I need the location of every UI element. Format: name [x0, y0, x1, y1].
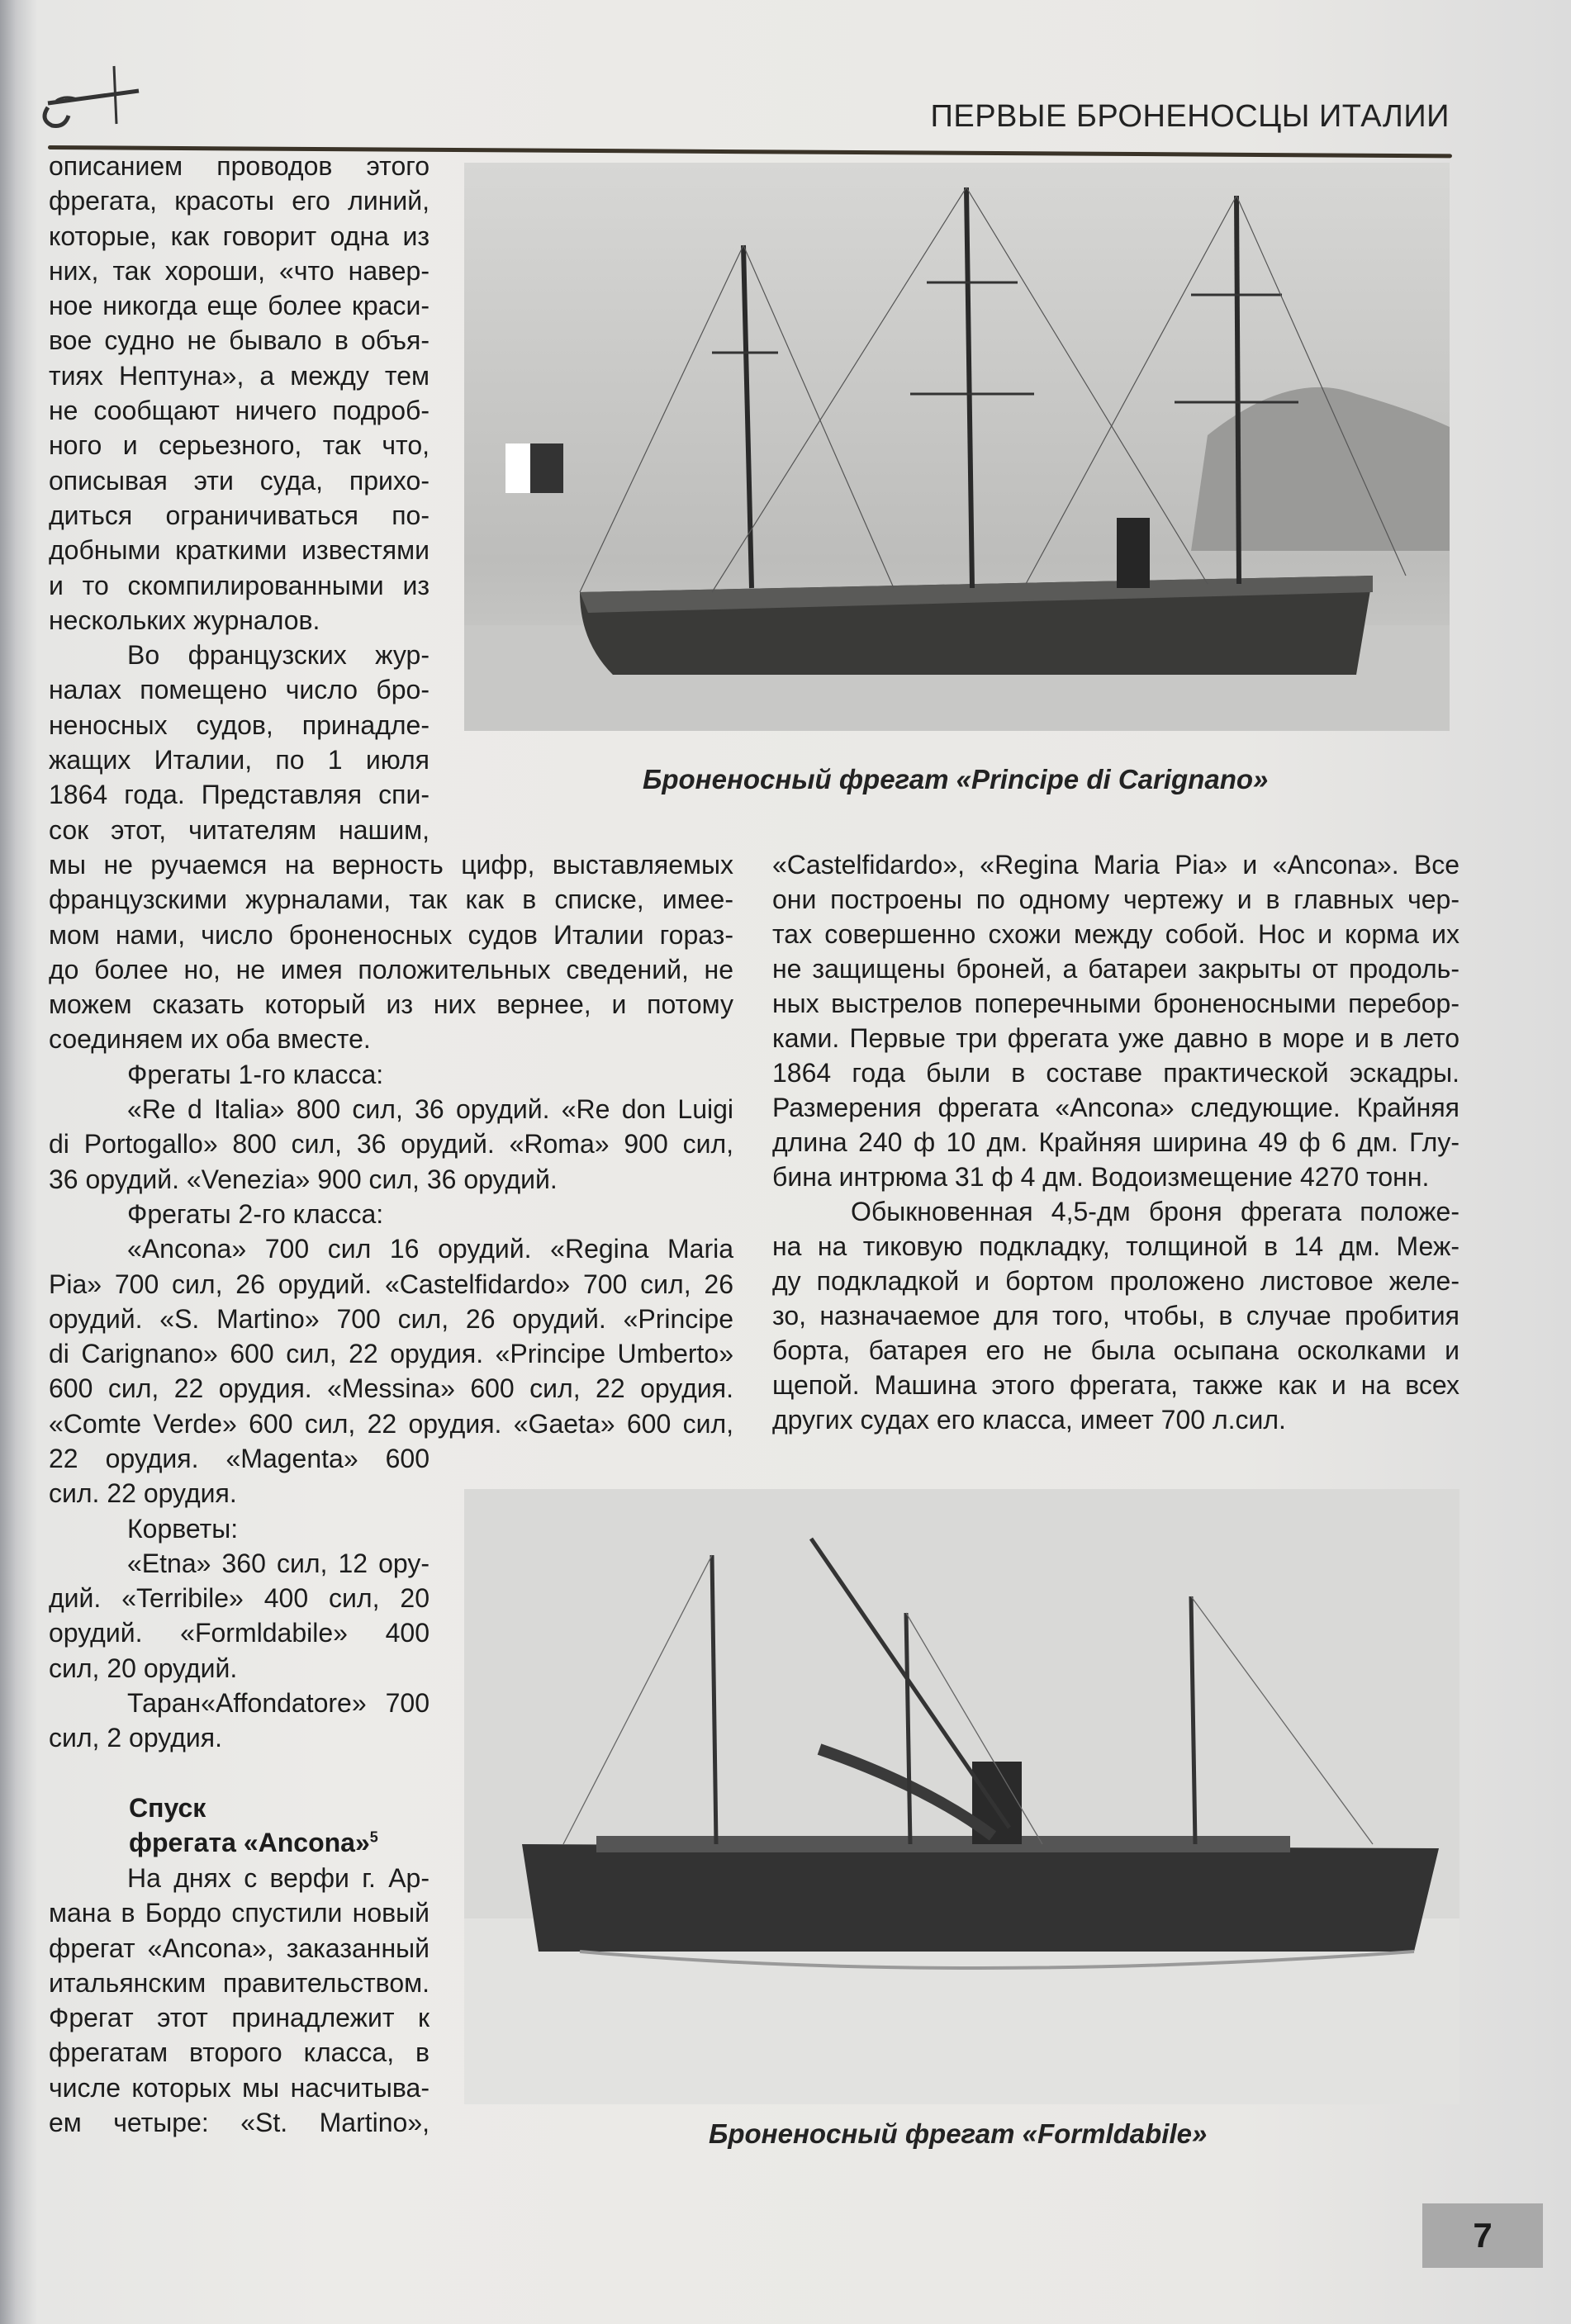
text-line: Обыкновенная 4,5-дм броня фрегата положе- — [851, 1197, 1459, 1226]
text-line: которые, как говорит одна из — [49, 221, 430, 251]
right-column — [772, 847, 1459, 1437]
text-line: неносных судов, принадле- — [49, 709, 430, 740]
text-line: 1864 года. Представляя спи- — [49, 780, 430, 810]
heading-line: Спуск — [129, 1793, 206, 1823]
section-heading — [129, 1790, 476, 1861]
text-line: ду подкладкой и бортом проложено листовое желе- — [772, 1266, 1459, 1296]
text-line: диться ограничиваться по- — [49, 500, 430, 530]
text-line: Во французских жур- — [127, 640, 430, 671]
text-line: вое судно не бывало в объя- — [49, 325, 430, 356]
text-line: Pia» 700 сил, 26 орудий. «Castelfidardo» 700 сил, 26 — [49, 1269, 733, 1299]
text-line: 600 сил, 22 орудия. «Messina» 600 сил, 22 орудия. — [49, 1373, 733, 1404]
text-line: описанием проводов этого — [49, 151, 430, 181]
text-line: фрегат «Ancona», заказанный — [49, 1933, 430, 1963]
text-line: длина 240 ф 10 дм. Крайняя ширина 49 ф 6 дм. Глу- — [772, 1127, 1459, 1157]
text-line: сил, 2 орудия. — [49, 1723, 222, 1753]
photo-principe-di-carignano — [464, 163, 1450, 731]
text-line: ем четыре: «St. Martino», — [49, 2108, 430, 2138]
text-line: налах помещено число бро- — [49, 675, 430, 705]
text-line: тиях Нептуна», а между тем — [49, 360, 430, 391]
anchor-logo-icon — [31, 58, 155, 132]
text-line: орудий. «Formldabile» 400 — [49, 1618, 430, 1648]
text-line: «Comte Verde» 600 сил, 22 орудия. «Gaeta» 600 сил, — [49, 1408, 733, 1439]
text-line: можем сказать который из них вернее, и потому — [49, 989, 733, 1020]
text-line: описывая эти суда, прихо- — [49, 465, 430, 496]
photo-formidabile — [464, 1489, 1459, 2104]
text-line: «Re d Italia» 800 сил, 36 орудий. «Re don Luigi — [127, 1094, 733, 1125]
text-line: до более но, не имея положительных сведений, не — [49, 954, 733, 984]
text-line: Фрегаты 2-го класса: — [127, 1198, 384, 1229]
blank-line — [49, 1756, 430, 1790]
text-line: орудий. «S. Martino» 700 сил, 26 орудий. «Principe — [49, 1303, 733, 1334]
text-line: борта, батарея его не была осыпана осколками и — [772, 1335, 1459, 1365]
text-line: не защищены броней, а батареи закрыты от продоль- — [772, 954, 1459, 984]
ancona-paragraph — [49, 1861, 430, 2140]
left-column-top — [49, 149, 430, 847]
text-line: итальянским правительством. — [49, 1967, 430, 1998]
text-line: зо, назначаемое для того, чтобы, в случае пробития — [772, 1301, 1459, 1330]
running-header: ПЕРВЫЕ БРОНЕНОСЦЫ ИТАЛИИ — [930, 99, 1450, 134]
text-line: и то скомпилированными из — [49, 570, 430, 600]
text-line: ных выстрелов поперечными броненосными перебор- — [772, 989, 1459, 1018]
left-column-lower — [49, 1441, 430, 1790]
text-line: мы не ручаемся на верность цифр, выставляемых — [49, 850, 733, 880]
text-line: соединяем их оба вместе. — [49, 1024, 371, 1055]
text-line: других судах его класса, имеет 700 л.сил. — [772, 1405, 1286, 1435]
text-line: не сообщают ничего подроб- — [49, 396, 430, 426]
text-line: di Carignano» 600 сил, 22 орудия. «Principe Umberto» — [49, 1339, 733, 1369]
text-line: мана в Бордо спустили новый — [49, 1898, 430, 1928]
footnote-ref[interactable]: 5 — [369, 1828, 378, 1846]
text-line: фрегатам второго класса, в — [49, 2037, 430, 2068]
text-line: нескольких журналов. — [49, 605, 320, 635]
text-line: ками. Первые три фрегата уже давно в море и в лето — [772, 1023, 1459, 1053]
text-line: На днях с верфи г. Ар- — [127, 1863, 430, 1893]
photo1-caption: Броненосный фрегат «Principe di Carignano» — [643, 764, 1269, 794]
text-line: «Ancona» 700 сил 16 орудий. «Regina Maria — [127, 1234, 733, 1264]
text-line: «Castelfidardo», «Regina Maria Pia» и «Ancona». Все — [772, 850, 1459, 880]
text-line: числе которых мы насчитыва- — [49, 2072, 430, 2103]
text-line: дий. «Terribile» 400 сил, 20 — [49, 1583, 430, 1614]
text-line: бина интрюма 31 ф 4 дм. Водоизмещение 4270 тонн. — [772, 1162, 1430, 1192]
text-line: жащих Италии, по 1 июля — [49, 745, 430, 775]
text-line: «Etna» 360 сил, 12 ору- — [127, 1548, 430, 1578]
text-line: 22 орудия. «Magenta» 600 — [49, 1444, 430, 1473]
text-line: тах совершенно схожи между собой. Нос и корма их — [772, 919, 1459, 949]
text-line: на на тиковую подкладку, толщиной в 14 дм. Меж- — [772, 1231, 1459, 1261]
text-line: мом нами, число броненосных судов Италии гораз- — [49, 919, 733, 950]
text-line: фрегата, красоты его линий, — [49, 186, 430, 216]
text-line: них, так хороши, «что навер- — [49, 255, 430, 286]
text-line: щепой. Машина этого фрегата, также как и на всех — [772, 1370, 1459, 1400]
text-line: сок этот, читателям нашим, — [49, 814, 430, 845]
text-line: Корветы: — [127, 1513, 239, 1544]
text-line: Фрегаты 1-го класса: — [127, 1059, 384, 1089]
text-line: французскими журналами, так как в списке, имее- — [49, 885, 733, 915]
left-column-wide — [49, 847, 733, 1441]
text-line: di Portogallo» 800 сил, 36 орудий. «Roma» 900 сил, — [49, 1129, 733, 1160]
text-line: ное никогда еще более краси- — [49, 291, 430, 321]
text-line: 1864 года были в составе практической эскадры. — [772, 1058, 1459, 1088]
text-line: Фрегат этот принадлежит к — [49, 2003, 430, 2033]
text-line: сил. 22 орудия. — [49, 1478, 237, 1509]
text-line: 36 орудий. «Venezia» 900 сил, 36 орудий. — [49, 1164, 558, 1194]
photo2-caption: Броненосный фрегат «Formldabile» — [709, 2118, 1208, 2149]
text-line: Таран«Affondatore» 700 — [127, 1688, 430, 1719]
text-line: сил, 20 орудий. — [49, 1653, 238, 1683]
text-line: ного и серьезного, так что, — [49, 430, 430, 461]
page-number: 7 — [1422, 2203, 1543, 2268]
text-line: они построены по одному чертежу и в главных чер- — [772, 885, 1459, 914]
text-line: Размерения фрегата «Ancona» следующие. Крайняя — [772, 1093, 1459, 1122]
text-line: добными краткими известями — [49, 535, 430, 566]
heading-line: фрегата «Ancona» — [129, 1828, 370, 1858]
